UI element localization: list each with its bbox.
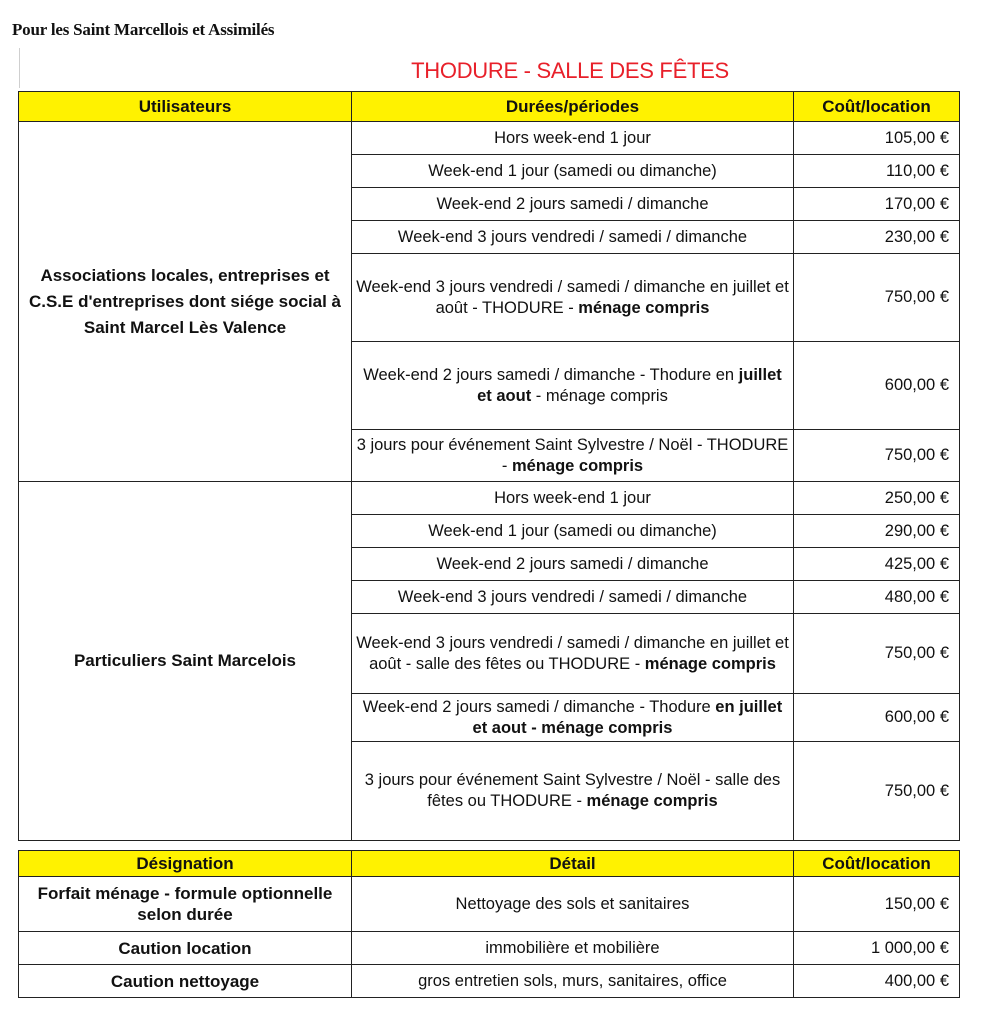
period-cell: Week-end 2 jours samedi / dimanche - Thodure en juillet et aout - ménage compris [352,694,794,742]
period-cell: Week-end 2 jours samedi / dimanche [352,188,794,221]
period-cell: Week-end 1 jour (samedi ou dimanche) [352,155,794,188]
price-cell: 105,00 € [794,122,960,155]
period-cell: Week-end 3 jours vendredi / samedi / dimanche en juillet et août - THODURE - ménage compris [352,254,794,342]
price-cell: 750,00 € [794,430,960,482]
table-row [19,965,960,998]
page-header: Pour les Saint Marcellois et Assimilés [12,20,275,39]
period-cell: Week-end 1 jour (samedi ou dimanche) [352,515,794,548]
price-cell: 600,00 € [794,694,960,742]
tariff-header-row [19,92,960,122]
table-row [19,877,960,932]
detail-cell: immobilière et mobilière [352,932,794,965]
document-title: THODURE - SALLE DES FÊTES [411,58,729,83]
detail-cell: gros entretien sols, murs, sanitaires, office [352,965,794,998]
column-header-detail: Détail [352,851,794,877]
period-cell: Hors week-end 1 jour [352,482,794,515]
column-header-cost: Coût/location [794,92,960,122]
period-cell: Week-end 3 jours vendredi / samedi / dimanche [352,581,794,614]
period-cell: 3 jours pour événement Saint Sylvestre / Noël - THODURE - ménage compris [352,430,794,482]
designation-cell: Caution location [19,932,352,965]
price-cell: 170,00 € [794,188,960,221]
period-cell: Week-end 3 jours vendredi / samedi / dimanche [352,221,794,254]
designation-cell: Forfait ménage - formule optionnelle selon durée [19,877,352,932]
column-header-designation: Désignation [19,851,352,877]
period-cell: Hors week-end 1 jour [352,122,794,155]
user-group-particuliers: Particuliers Saint Marcelois [19,482,352,841]
designation-cell: Caution nettoyage [19,965,352,998]
detail-cell: Nettoyage des sols et sanitaires [352,877,794,932]
price-cell: 750,00 € [794,742,960,841]
column-header-users: Utilisateurs [19,92,352,122]
price-cell: 150,00 € [794,877,960,932]
table-row [19,482,960,515]
column-header-periods: Durées/périodes [352,92,794,122]
price-cell: 230,00 € [794,221,960,254]
period-cell: Week-end 2 jours samedi / dimanche - Thodure en juillet et aout - ménage compris [352,342,794,430]
price-cell: 425,00 € [794,548,960,581]
column-header-cost: Coût/location [794,851,960,877]
user-group-associations: Associations locales, entreprises et C.S.E d'entreprises dont siége social à Saint Marcel Lès Valence [19,122,352,482]
table-row [19,932,960,965]
price-cell: 750,00 € [794,614,960,694]
tariff-table [18,91,960,841]
period-cell: Week-end 2 jours samedi / dimanche [352,548,794,581]
price-cell: 600,00 € [794,342,960,430]
price-cell: 400,00 € [794,965,960,998]
extras-table [18,850,960,998]
price-cell: 480,00 € [794,581,960,614]
period-cell: Week-end 3 jours vendredi / samedi / dimanche en juillet et août - salle des fêtes ou THODURE - ménage compris [352,614,794,694]
price-cell: 110,00 € [794,155,960,188]
price-cell: 750,00 € [794,254,960,342]
price-cell: 290,00 € [794,515,960,548]
period-cell: 3 jours pour événement Saint Sylvestre / Noël - salle des fêtes ou THODURE - ménage compris [352,742,794,841]
extras-header-row [19,851,960,877]
price-cell: 250,00 € [794,482,960,515]
table-row [19,122,960,155]
price-cell: 1 000,00 € [794,932,960,965]
